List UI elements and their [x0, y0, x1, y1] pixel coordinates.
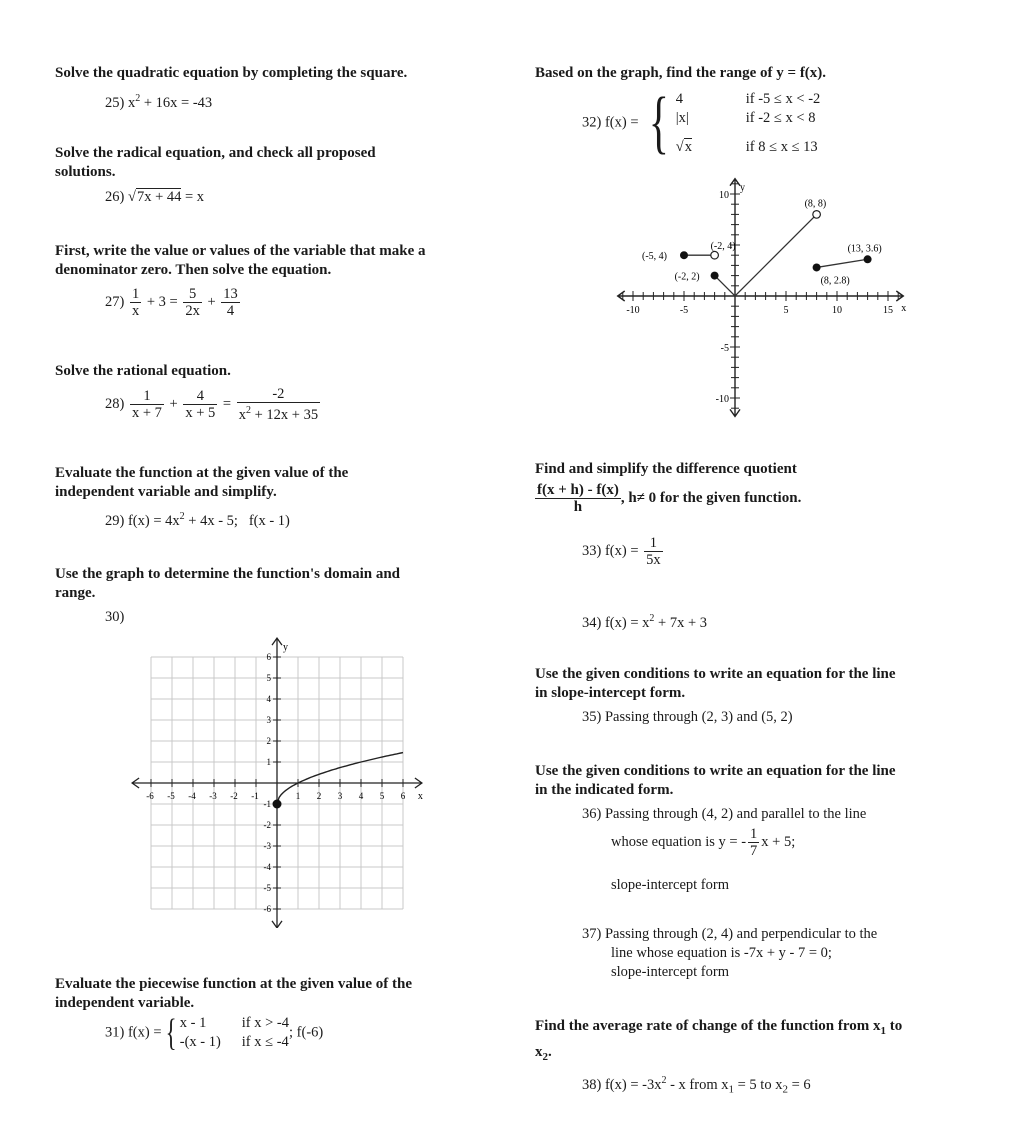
instruction-36-line2: in the indicated form.	[535, 782, 674, 798]
x-tick-label: -6	[146, 791, 154, 801]
problem-27: 27) $\frac{1}{x}$ + 3 = $\frac{5}{2x}$ + $\frac{13}{4}$	[105, 286, 238, 319]
y-axis-label: y	[740, 182, 745, 194]
problem-25: 25) $x^2 + 16x = -43$	[105, 93, 213, 111]
instruction-35-line1: Use the given conditions to write an equation for the line	[535, 666, 896, 682]
segment-absolute-value	[715, 214, 817, 296]
open-point	[813, 211, 821, 219]
y-tick-label: 2	[266, 736, 271, 746]
problem-28: 28) $\frac{1}{x + 7}$ + $\frac{4}{x + 5}$ = $\frac{-2}{x^2 + 12x + 35}$	[105, 386, 319, 423]
left-brace: {	[165, 1012, 177, 1054]
y-tick-label: -6	[263, 904, 271, 914]
problem-34: 34) $f(x) = x^2 + 7x + 3$	[582, 613, 707, 631]
y-tick-label: -4	[263, 862, 271, 872]
problem-31: 31) f(x) ={ x - 1 if x > -4 -(x - 1) if x ≤ -4 ; f(-6)	[105, 1012, 324, 1054]
y-tick-label: 6	[266, 652, 271, 662]
x-tick-label: -2	[230, 791, 238, 801]
problem-36-line2: whose equation is y = - $\frac{1}{7}$ x + 5;	[611, 826, 796, 859]
x-tick-label: 6	[400, 791, 406, 801]
instruction-31-line2: independent variable.	[55, 995, 195, 1011]
x-tick-label: 5	[379, 791, 385, 801]
instruction-36-line1: Use the given conditions to write an equation for the line	[535, 763, 896, 779]
problem-32: 32) f(x) = { 4 if -5 ≤ x < -2 |x| if -2 ≤ x < 8 √x if 8 ≤ x ≤ 13	[582, 84, 821, 161]
fraction: $\frac{1}{x + 7}$	[131, 387, 162, 421]
problem-29: 29) $f(x) = 4x^2 + 4x - 5$; f(x - 1)	[105, 511, 290, 529]
graph-problem-30	[125, 628, 435, 928]
fraction: $\frac{5}{2x}$	[185, 286, 200, 319]
y-tick-label: 4	[266, 694, 271, 704]
radical-sign: √	[127, 189, 136, 205]
x-axis-label: x	[901, 303, 907, 314]
problem-35: 35) Passing through (2, 3) and (5, 2)	[582, 709, 793, 725]
instruction-30-line1: Use the graph to determine the function's domain and	[55, 566, 401, 582]
problem-33: 33) f(x) = $\frac{1}{5x}$	[582, 535, 661, 568]
fraction: $\frac{-2}{x^2 + 12x + 35}$	[238, 386, 319, 423]
graph-problem-32	[605, 168, 925, 433]
problem-37-line3: slope-intercept form	[611, 964, 729, 980]
point-label: (-5, 4)	[642, 251, 667, 263]
problem-26: 26) √7x + 44 = x	[105, 189, 205, 205]
x-tick-label: 5	[783, 305, 789, 316]
y-tick-label: 5	[266, 673, 271, 683]
y-tick-label: -3	[263, 841, 271, 851]
problem-37-line2: line whose equation is -7x + y - 7 = 0;	[611, 945, 832, 961]
problem-38: 38) $f(x) = -3x^2 - x$ from $x_1 = 5$ to $x_2 = 6$	[582, 1075, 811, 1096]
y-tick-label: -5	[263, 883, 271, 893]
fraction: $\frac{1}{7}$	[750, 826, 758, 859]
open-point	[711, 251, 719, 259]
problem-36-line3: slope-intercept form	[611, 877, 729, 893]
y-tick-label: -2	[263, 820, 271, 830]
x-tick-label: 2	[316, 791, 322, 801]
fraction: $\frac{13}{4}$	[223, 286, 238, 319]
instruction-38-line1: Find the average rate of change of the function from $x_1$ to	[535, 1018, 903, 1037]
y-tick-label: -5	[720, 343, 729, 354]
instruction-25: Solve the quadratic equation by completing the square.	[55, 65, 408, 81]
x-axis-label: x	[417, 791, 423, 802]
closed-point	[711, 272, 719, 280]
point-label: (13, 3.6)	[847, 243, 882, 255]
closed-point	[864, 255, 872, 263]
instruction-28: Solve the rational equation.	[55, 363, 231, 379]
instruction-27-line2: denominator zero. Then solve the equation.	[55, 262, 332, 278]
y-tick-label: -10	[715, 394, 729, 405]
instruction-32: Based on the graph, find the range of y = f(x).	[535, 65, 827, 81]
problem-37: 37) Passing through (2, 4) and perpendicular to the	[582, 926, 878, 942]
instruction-38-line2: $x_2$.	[535, 1044, 552, 1063]
instruction-31-line1: Evaluate the piecewise function at the given value of the	[55, 976, 413, 992]
x-tick-label: 15	[883, 305, 893, 316]
piecewise-cases: 4 if -5 ≤ x < -2 |x| if -2 ≤ x < 8 √x if 8 ≤ x ≤ 13	[675, 90, 821, 155]
point-label: (-2, 2)	[674, 271, 700, 283]
instruction-29-line1: Evaluate the function at the given value of the	[55, 465, 349, 481]
closed-point	[813, 263, 821, 271]
point-label: (8, 2.8)	[820, 275, 850, 287]
x-tick-label: -1	[251, 791, 259, 801]
instruction-26-line1: Solve the radical equation, and check all proposed	[55, 145, 376, 161]
fraction: $\frac{4}{x + 5}$	[185, 387, 216, 421]
instruction-29-line2: independent variable and simplify.	[55, 484, 277, 500]
x-tick-label: 10	[832, 305, 842, 316]
x-tick-label: -3	[209, 791, 217, 801]
fraction: $\frac{1}{5x}$	[646, 535, 661, 568]
closed-point	[680, 251, 688, 259]
fraction: $\frac{1}{x}$	[131, 286, 140, 319]
x-tick-label: -5	[167, 791, 175, 801]
instruction-35-line2: in slope-intercept form.	[535, 685, 686, 701]
y-tick-label: 3	[266, 715, 271, 725]
piecewise-cases: x - 1 if x > -4 -(x - 1) if x ≤ -4	[179, 1015, 290, 1050]
problem-36: 36) Passing through (4, 2) and parallel to the line	[582, 806, 867, 822]
segment-square-root	[817, 259, 868, 267]
curve-start-point	[273, 800, 282, 809]
point-label: (-2, 4)	[710, 241, 736, 253]
instruction-33-line2: $\frac{f(x + h) - f(x)}{h}$ , h≠ 0 for the given function.	[537, 482, 802, 515]
x-tick-label: -10	[626, 305, 640, 316]
x-tick-label: -5	[679, 305, 689, 316]
instruction-26-line2: solutions.	[55, 164, 116, 180]
x-tick-label: 4	[358, 791, 364, 801]
instruction-30-line2: range.	[55, 585, 96, 601]
y-tick-label: 10	[719, 190, 729, 201]
y-tick-label: 1	[266, 757, 271, 767]
x-tick-label: 3	[337, 791, 343, 801]
left-brace: {	[648, 84, 670, 161]
point-label: (8, 8)	[804, 198, 827, 210]
y-tick-label: -1	[263, 799, 271, 809]
y-axis-label: y	[283, 642, 288, 654]
x-tick-label: -4	[188, 791, 196, 801]
instruction-33-line1: Find and simplify the difference quotient	[535, 461, 797, 477]
instruction-27-line1: First, write the value or values of the variable that make a	[55, 243, 426, 259]
difference-quotient: $\frac{f(x + h) - f(x)}{h}$	[537, 482, 619, 515]
x-tick-label: 1	[295, 791, 301, 801]
problem-30-number: 30)	[105, 609, 125, 625]
